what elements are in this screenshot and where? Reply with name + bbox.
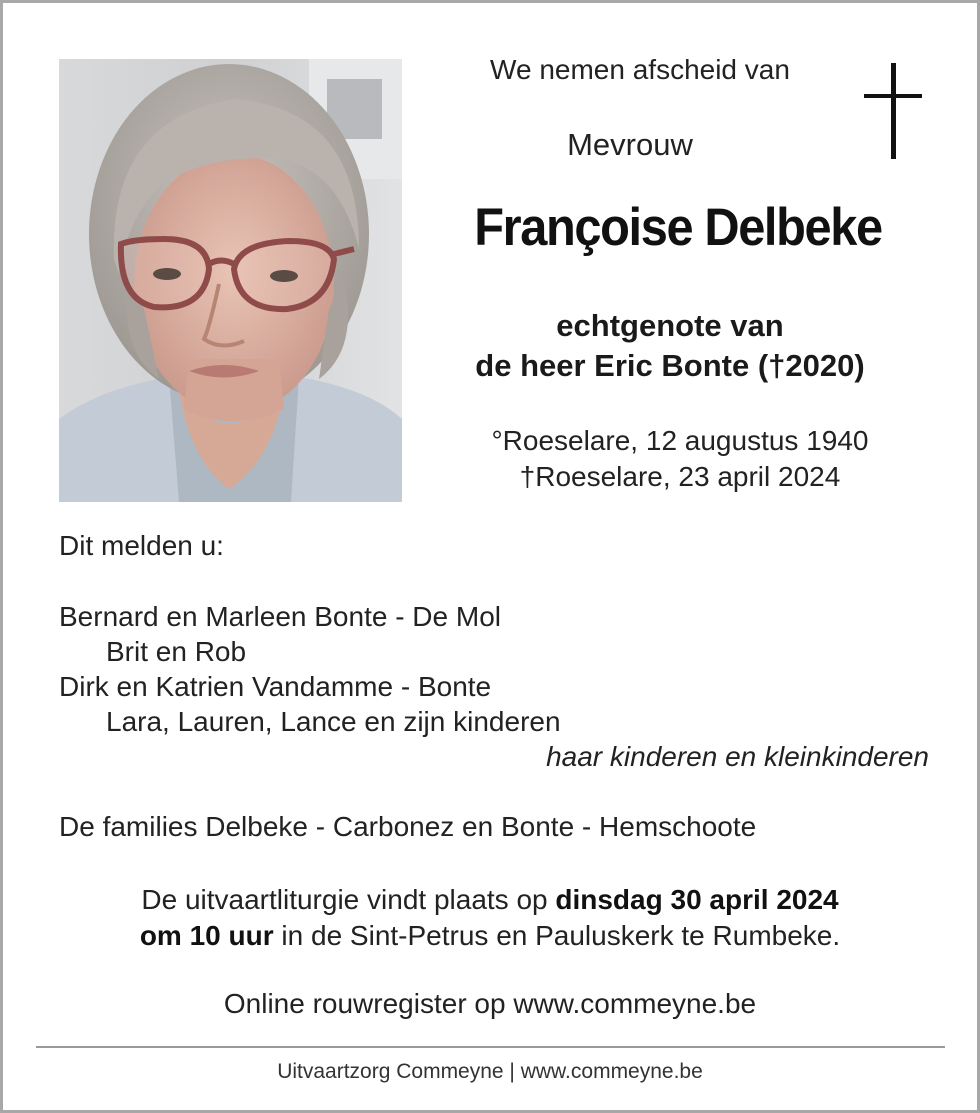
family-line: Dirk en Katrien Vandamme - Bonte: [59, 671, 492, 702]
latin-cross-icon: [864, 63, 922, 159]
spouse-line-1: echtgenote van: [556, 308, 784, 343]
funeral-line-2: [40, 918, 940, 954]
family-line: Brit en Rob: [106, 636, 247, 667]
spouse-block: [420, 306, 920, 386]
death-date: †Roeselare, 23 april 2024: [519, 461, 841, 492]
portrait-photo: [59, 59, 402, 502]
funeral-location: in de Sint-Petrus en Pauluskerk te Rumbeke.: [273, 920, 841, 951]
intro-text: We nemen afscheid van: [490, 54, 790, 85]
family-role: haar kinderen en kleinkinderen: [546, 741, 929, 772]
honorific-title: Mevrouw: [567, 127, 693, 162]
online-register: Online rouwregister op www.commeyne.be: [223, 988, 757, 1019]
family-line: Bernard en Marleen Bonte - De Mol: [59, 601, 501, 632]
funeral-date: dinsdag 30 april 2024: [555, 884, 839, 915]
funeral-time: om 10 uur: [139, 920, 274, 951]
families-line: De families Delbeke - Carbonez en Bonte - Hemschoote: [59, 811, 757, 842]
announce-text: Dit melden u:: [59, 530, 224, 561]
footer-text: Uitvaartzorg Commeyne | www.commeyne.be: [277, 1060, 703, 1083]
funeral-text: De uitvaartliturgie vindt plaats op: [141, 884, 556, 915]
deceased-name: Françoise Delbeke: [474, 198, 882, 257]
footer-divider: [36, 1046, 945, 1048]
life-dates: [420, 423, 940, 495]
spouse-line-2: de heer Eric Bonte (†2020): [475, 348, 865, 383]
family-list: [59, 599, 929, 774]
family-line: Lara, Lauren, Lance en zijn kinderen: [106, 706, 561, 737]
funeral-line-1: [40, 882, 940, 918]
birth-date: °Roeselare, 12 augustus 1940: [491, 425, 869, 456]
funeral-info: [40, 882, 940, 954]
